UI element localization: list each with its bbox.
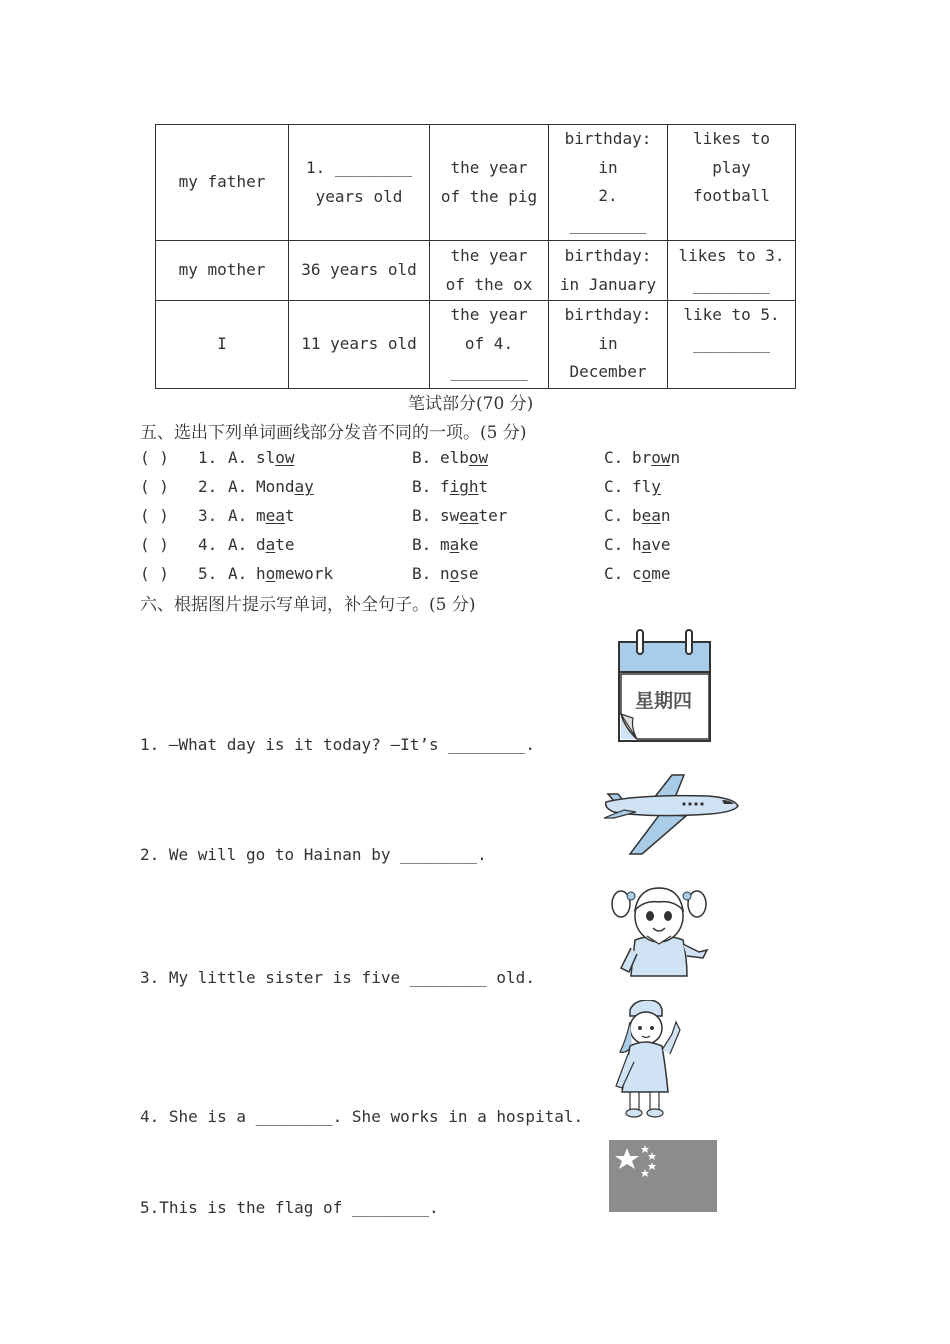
table-cell-birthday: birthday: in December [549, 301, 668, 389]
option-a-word [256, 564, 333, 583]
nurse-icon [612, 1000, 682, 1120]
underlined-letters: igh [449, 477, 479, 496]
option-b-label: B. [412, 535, 432, 554]
table-row [156, 301, 796, 389]
word-part: m [440, 535, 450, 554]
option-c-label: C. [604, 477, 624, 496]
word-part: d [256, 535, 266, 554]
underlined-letters: o [641, 564, 652, 583]
word-part: f [440, 477, 450, 496]
option-number: 3. [198, 506, 218, 525]
flag-picture [609, 1140, 717, 1212]
option-b-label: B. [412, 564, 432, 583]
option-c-label: C. [604, 448, 624, 467]
option-c-word [632, 477, 661, 496]
option-c-label: C. [604, 535, 624, 554]
word-part: n [660, 506, 671, 525]
girl-picture [607, 878, 711, 978]
table-cell-zodiac: the year of the pig [430, 125, 549, 241]
option-a-label: A. [228, 564, 248, 583]
info-table [155, 124, 796, 389]
section6-title: 六、根据图片提示写单词，补全句子。(5 分) [140, 595, 476, 615]
word-part: h [632, 535, 642, 554]
option-number: 4. [198, 535, 218, 554]
table-cell-birthday: birthday: in January [549, 241, 668, 301]
word-part: ke [459, 535, 479, 554]
option-number: 2. [198, 477, 218, 496]
option-a-label: A. [228, 535, 248, 554]
answer-paren[interactable]: ( ) [140, 535, 169, 554]
option-a-word [256, 448, 295, 467]
table-cell-hobby: like to 5. ________ [668, 301, 796, 389]
underlined-letters: ay [294, 477, 314, 496]
china-flag-icon [609, 1140, 717, 1212]
table-row [156, 241, 796, 301]
underlined-letters: o [265, 564, 276, 583]
answer-paren[interactable]: ( ) [140, 506, 169, 525]
option-c-word [632, 448, 680, 467]
option-b-word [440, 448, 488, 467]
question-3: 3. My little sister is five ________ old. [140, 968, 535, 987]
word-part: b [632, 506, 642, 525]
answer-paren[interactable]: ( ) [140, 564, 169, 583]
word-part: br [632, 448, 652, 467]
word-part: me [651, 564, 671, 583]
option-b-label: B. [412, 477, 432, 496]
table-row [156, 125, 796, 241]
written-part-title: 笔试部分(70 分) [408, 394, 534, 414]
option-c-label: C. [604, 506, 624, 525]
calendar-weekday-label: 星期四 [635, 690, 693, 712]
nurse-picture [612, 1000, 682, 1120]
table-cell-name: my father [156, 125, 289, 241]
option-a-label: A. [228, 448, 248, 467]
table-cell-age: 11 years old [289, 301, 430, 389]
word-part: h [256, 564, 266, 583]
word-part: t [478, 477, 489, 496]
underlined-letters: ea [459, 506, 479, 525]
underlined-letters: ea [265, 506, 285, 525]
option-b-label: B. [412, 506, 432, 525]
table-cell-hobby: likes to play football [668, 125, 796, 241]
option-b-word [440, 564, 479, 583]
section5-title: 五、选出下列单词画线部分发音不同的一项。(5 分) [140, 423, 527, 443]
table-cell-age: 36 years old [289, 241, 430, 301]
word-part: sl [256, 448, 276, 467]
table-cell-zodiac: the year of 4. ________ [430, 301, 549, 389]
option-number: 5. [198, 564, 218, 583]
question-4: 4. She is a ________. She works in a hospital. [140, 1107, 584, 1126]
option-c-label: C. [604, 564, 624, 583]
answer-paren[interactable]: ( ) [140, 477, 169, 496]
word-part: m [256, 506, 266, 525]
calendar-picture [615, 628, 715, 746]
answer-paren[interactable]: ( ) [140, 448, 169, 467]
option-a-word [256, 535, 295, 554]
word-part: c [632, 564, 642, 583]
option-b-word [440, 506, 507, 525]
option-a-word [256, 506, 295, 525]
option-c-word [632, 506, 671, 525]
option-number: 1. [198, 448, 218, 467]
underlined-letters: ow [651, 448, 671, 467]
option-b-label: B. [412, 448, 432, 467]
word-part: sw [440, 506, 460, 525]
table-cell-birthday: birthday: in 2. ________ [549, 125, 668, 241]
table-cell-name: my mother [156, 241, 289, 301]
table-cell-hobby: likes to 3. ________ [668, 241, 796, 301]
option-c-word [632, 535, 671, 554]
table-cell-age: 1. ________ years old [289, 125, 430, 241]
underlined-letters: ea [641, 506, 661, 525]
option-a-word [256, 477, 314, 496]
option-b-word [440, 535, 479, 554]
word-part: se [459, 564, 479, 583]
airplane-icon [600, 772, 742, 858]
option-a-label: A. [228, 477, 248, 496]
word-part: t [284, 506, 295, 525]
word-part: ter [478, 506, 508, 525]
question-2: 2. We will go to Hainan by ________. [140, 845, 487, 864]
option-c-word [632, 564, 671, 583]
question-5: 5.This is the flag of ________. [140, 1198, 439, 1217]
underlined-letters: o [449, 564, 460, 583]
word-part: elb [440, 448, 469, 467]
word-part: te [275, 535, 295, 554]
underlined-letters: y [651, 477, 661, 496]
option-a-label: A. [228, 506, 248, 525]
underlined-letters: a [449, 535, 460, 554]
word-part: fl [632, 477, 652, 496]
option-b-word [440, 477, 488, 496]
question-1: 1. —What day is it today? —It’s ________. [140, 735, 535, 754]
table-cell-zodiac: the year of the ox [430, 241, 549, 301]
table-cell-name: I [156, 301, 289, 389]
word-part: Mond [256, 477, 295, 496]
underlined-letters: ow [468, 448, 489, 467]
underlined-letters: ow [275, 448, 295, 467]
word-part: n [670, 448, 681, 467]
airplane-picture [600, 772, 742, 858]
word-part: ve [651, 535, 671, 554]
word-part: n [440, 564, 450, 583]
underlined-letters: a [641, 535, 652, 554]
girl-icon [607, 878, 711, 978]
underlined-letters: a [265, 535, 276, 554]
word-part: mework [275, 564, 334, 583]
